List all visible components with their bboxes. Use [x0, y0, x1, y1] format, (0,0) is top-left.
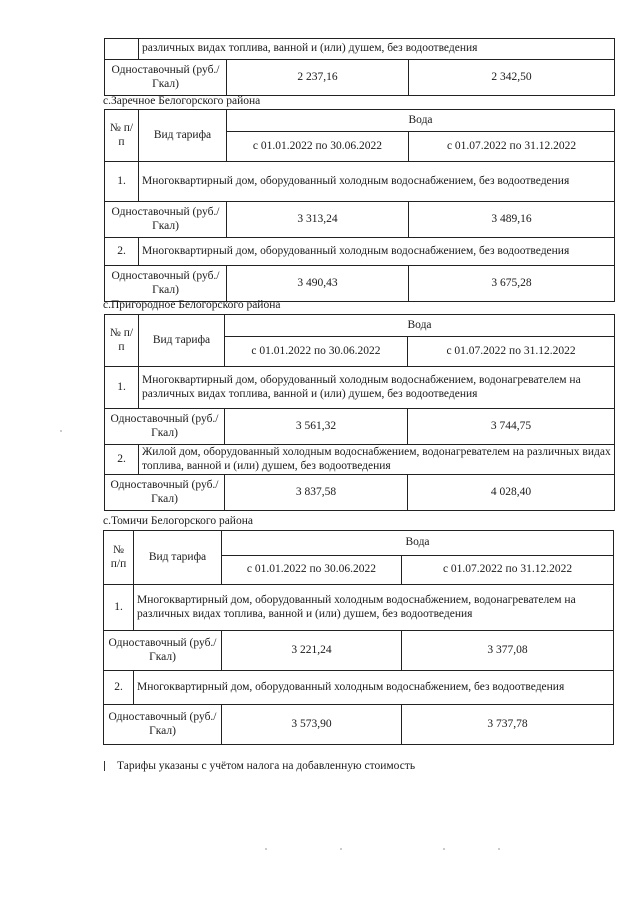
header-period-1: с 01.01.2022 по 30.06.2022 [227, 132, 409, 162]
header-tariff-type: Вид тарифа [139, 110, 227, 162]
header-period-1: с 01.01.2022 по 30.06.2022 [222, 556, 402, 585]
tariff-value-h2: 3 675,28 [409, 266, 615, 302]
tariff-value-h1: 3 837,58 [225, 475, 408, 511]
row-number: 1. [105, 367, 139, 409]
tariff-type-cell: Одноставочный (руб./Гкал) [105, 202, 227, 238]
tariff-table-prigorodnoe [104, 314, 615, 511]
section-caption: с.Томичи Белогорского района [103, 515, 253, 527]
tariff-type-cell: Одноставочный (руб./Гкал) [104, 631, 222, 671]
row-number: 2. [104, 671, 134, 705]
tariff-type-cell: Одноставочный (руб./Гкал) [105, 409, 225, 445]
row-number-cell [105, 39, 139, 60]
tariff-value-h1: 3 490,43 [227, 266, 409, 302]
consumer-description: Многоквартирный дом, оборудованный холодным водоснабжением, водонагревателем на различных видах топлива, ванной и (или) душем, без водоотведения [134, 585, 614, 631]
tariff-type-cell: Одноставочный (руб./Гкал) [105, 60, 227, 96]
scan-speck [60, 430, 62, 432]
scan-speck [443, 848, 445, 850]
row-number: 2. [105, 445, 139, 475]
header-number: № п/п [105, 315, 139, 367]
tariff-type-cell: Одноставочный (руб./Гкал) [105, 266, 227, 302]
header-period-1: с 01.01.2022 по 30.06.2022 [225, 337, 408, 367]
consumer-description: Многоквартирный дом, оборудованный холодным водоснабжением, без водоотведения [134, 671, 614, 705]
tariff-value-h2: 3 377,08 [402, 631, 614, 671]
header-water: Вода [227, 110, 615, 132]
header-water: Вода [222, 531, 614, 556]
header-number: № п/п [104, 531, 134, 585]
header-tariff-type: Вид тарифа [134, 531, 222, 585]
tariff-value-h2: 3 737,78 [402, 705, 614, 745]
row-number: 2. [105, 238, 139, 266]
header-period-2: с 01.07.2022 по 31.12.2022 [409, 132, 615, 162]
tariff-value-h1: 3 221,24 [222, 631, 402, 671]
scan-speck [340, 848, 342, 850]
header-tariff-type: Вид тарифа [139, 315, 225, 367]
tariff-value-h1: 3 561,32 [225, 409, 408, 445]
section-caption: с.Пригородное Белогорского района [103, 299, 281, 311]
tariff-value-h2: 2 342,50 [409, 60, 615, 96]
consumer-description: Многоквартирный дом, оборудованный холодным водоснабжением, водонагревателем на различных видах топлива, ванной и (или) душем, без водоотведения [139, 367, 615, 409]
tariff-value-h2: 4 028,40 [408, 475, 615, 511]
consumer-description: Многоквартирный дом, оборудованный холодным водоснабжением, без водоотведения [139, 238, 615, 266]
header-period-2: с 01.07.2022 по 31.12.2022 [408, 337, 615, 367]
header-number: № п/п [105, 110, 139, 162]
consumer-description: Многоквартирный дом, оборудованный холодным водоснабжением, без водоотведения [139, 162, 615, 202]
tariff-type-cell: Одноставочный (руб./Гкал) [104, 705, 222, 745]
scan-speck [265, 848, 267, 850]
tariff-value-h2: 3 489,16 [409, 202, 615, 238]
footnote: Тарифы указаны с учётом налога на добавленную стоимость [117, 760, 416, 772]
tariff-table-tomichi [103, 530, 614, 745]
tariff-value-h1: 3 313,24 [227, 202, 409, 238]
tariff-type-cell: Одноставочный (руб./Гкал) [105, 475, 225, 511]
tariff-table-continued [104, 38, 615, 96]
consumer-description: различных видах топлива, ванной и (или) душем, без водоотведения [139, 39, 615, 60]
header-period-2: с 01.07.2022 по 31.12.2022 [402, 556, 614, 585]
header-water: Вода [225, 315, 615, 337]
scan-speck [498, 848, 500, 850]
row-number: 1. [105, 162, 139, 202]
tariff-value-h2: 3 744,75 [408, 409, 615, 445]
consumer-description: Жилой дом, оборудованный холодным водоснабжением, водонагревателем на различных видах топлива, ванной и (или) душем, без водоотведения [139, 445, 615, 475]
tariff-table-zarechnoe [104, 109, 615, 302]
tariff-value-h1: 3 573,90 [222, 705, 402, 745]
section-caption: с.Заречное Белогорского района [103, 95, 261, 107]
row-number: 1. [104, 585, 134, 631]
footnote-marker [104, 761, 105, 771]
tariff-value-h1: 2 237,16 [227, 60, 409, 96]
